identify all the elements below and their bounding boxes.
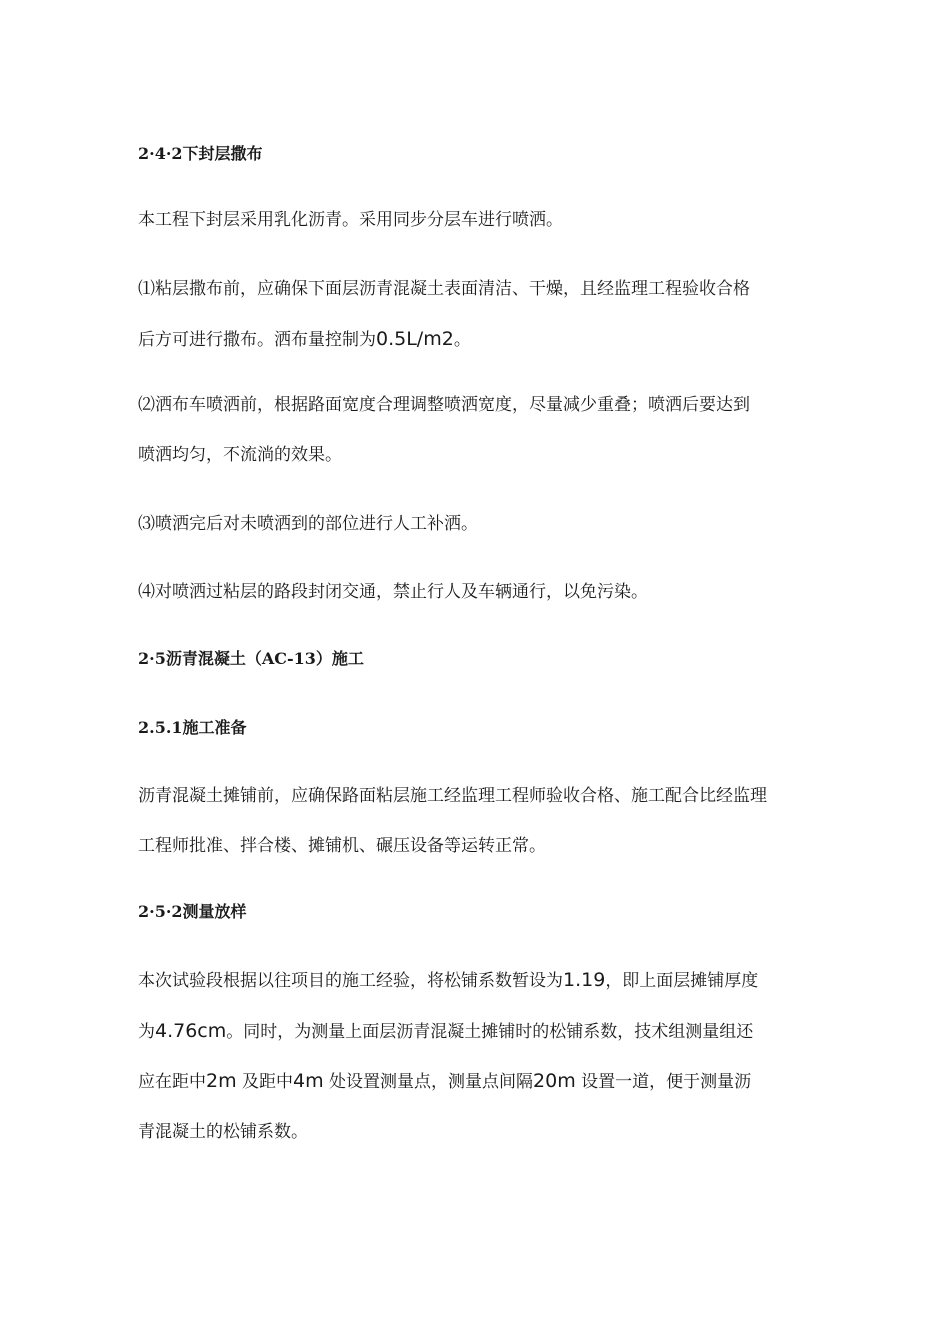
text-run: 及距中: [242, 1072, 294, 1092]
numeric-value: 0.5L/m2: [376, 328, 454, 350]
text-run: 应在距中: [138, 1072, 206, 1092]
text-run: 设置一道，便于测量沥: [581, 1072, 752, 1092]
paragraph-item-2-line-1: ⑵洒布车喷洒前，根据路面宽度合理调整喷洒宽度，尽量减少重叠；喷洒后要达到: [138, 395, 750, 415]
paragraph-item-2-line-2: 喷洒均匀，不流淌的效果。: [138, 445, 342, 465]
heading-2-5-1: 2.5.1施工准备: [138, 718, 247, 737]
paragraph-item-1-line-2: [138, 327, 471, 352]
text-run: 本次试验段根据以往项目的施工经验，将松铺系数暂设为: [138, 971, 563, 991]
paragraph-survey-line-2: [138, 1019, 753, 1044]
heading-2-4-2: 2·4·2下封层撒布: [138, 144, 263, 163]
numeric-value: 2m: [206, 1070, 237, 1092]
text-run: 后方可进行撒布。洒布量控制为: [138, 330, 376, 350]
numeric-value: 4.76cm: [155, 1020, 227, 1042]
paragraph-survey-line-1: [138, 968, 758, 993]
heading-2-5-2: 2·5·2测量放样: [138, 902, 247, 921]
text-run: ，即上面层摊铺厚度: [605, 971, 759, 991]
numeric-value: 1.19: [563, 969, 606, 991]
text-run: 。同时，为测量上面层沥青混凝土摊铺时的松铺系数，技术组测量组还: [226, 1022, 754, 1042]
text-run: 。: [453, 330, 471, 350]
paragraph-item-3: ⑶喷洒完后对未喷洒到的部位进行人工补洒。: [138, 514, 478, 534]
text-run: 为: [138, 1022, 155, 1042]
numeric-value: 4m: [293, 1070, 324, 1092]
text-run: 处设置测量点，测量点间隔: [329, 1072, 534, 1092]
numeric-value: 20m: [533, 1070, 576, 1092]
paragraph-survey-line-3: [138, 1069, 751, 1094]
paragraph-preparation-line-2: 工程师批准、拌合楼、摊铺机、碾压设备等运转正常。: [138, 836, 546, 856]
heading-2-5: 2·5沥青混凝土（AC-13）施工: [138, 649, 364, 668]
paragraph-item-1-line-1: ⑴粘层撒布前，应确保下面层沥青混凝土表面清洁、干燥，且经监理工程验收合格: [138, 279, 750, 299]
paragraph-survey-line-4: 青混凝土的松铺系数。: [138, 1122, 308, 1142]
paragraph-preparation-line-1: 沥青混凝土摊铺前，应确保路面粘层施工经监理工程师验收合格、施工配合比经监理: [138, 786, 767, 806]
paragraph-intro: 本工程下封层采用乳化沥青。采用同步分层车进行喷洒。: [138, 210, 563, 230]
paragraph-item-4: ⑷对喷洒过粘层的路段封闭交通，禁止行人及车辆通行，以免污染。: [138, 582, 648, 602]
